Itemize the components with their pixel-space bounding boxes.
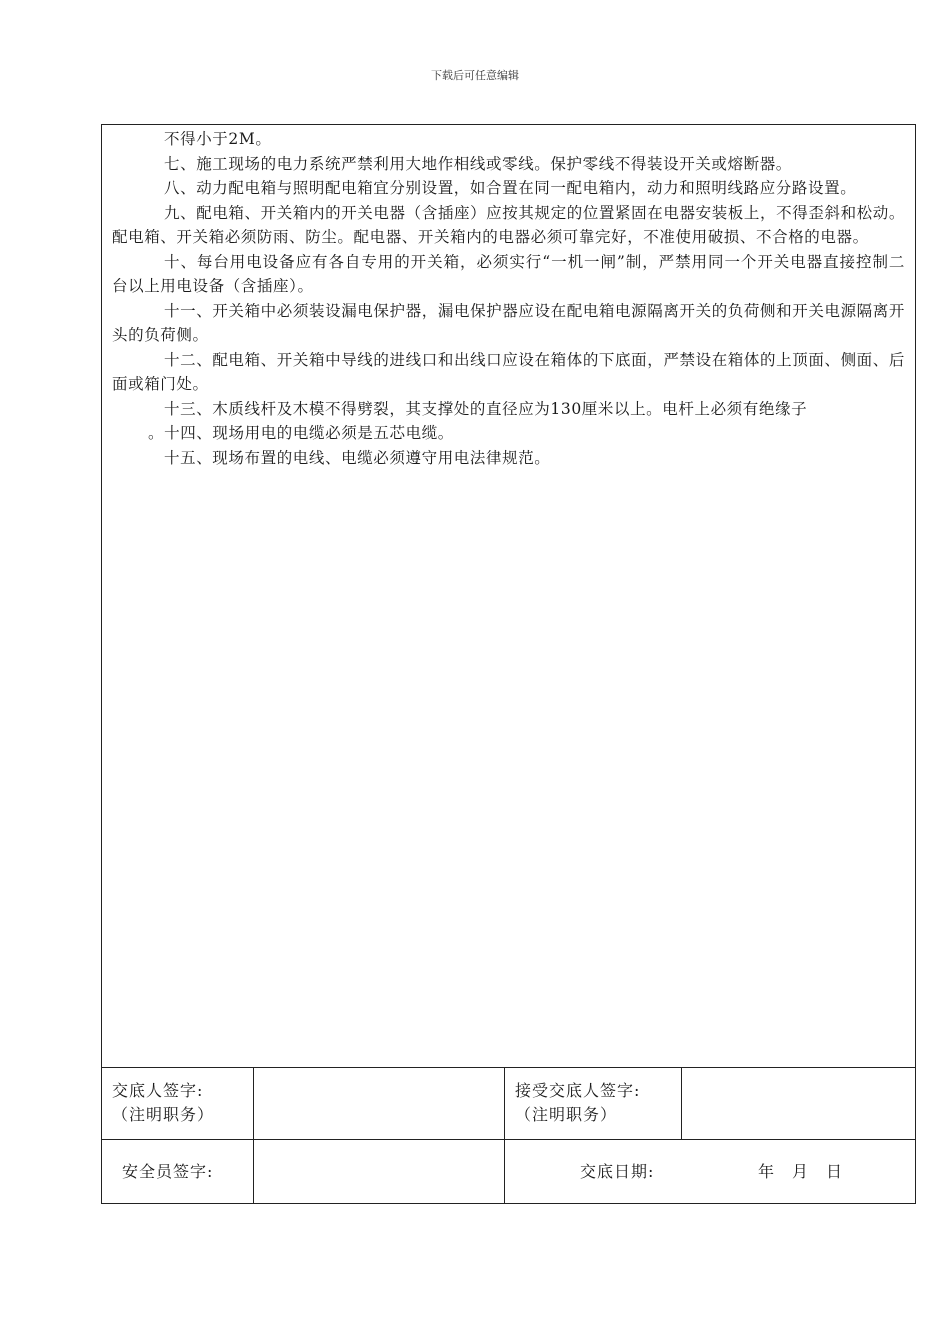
column-divider bbox=[504, 1067, 505, 1204]
paragraph-item: 九、配电箱、开关箱内的开关电器（含插座）应按其规定的位置紧固在电器安装板上，不得歪斜和松动。配电箱、开关箱必须防雨、防尘。配电器、开关箱内的电器必须可靠完好，不准使用破损、不合格的电器。 bbox=[112, 203, 905, 246]
date-year-label: 年 bbox=[758, 1162, 776, 1181]
paragraph-item: 八、动力配电箱与照明配电箱宜分别设置，如合置在同一配电箱内，动力和照明线路应分路设置。 bbox=[164, 179, 857, 197]
paragraph-item: 。十四、现场用电的电缆必须是五芯电缆。 bbox=[148, 424, 454, 442]
disclosure-form bbox=[101, 124, 916, 1204]
safety-officer-label: 安全员签字: bbox=[122, 1162, 214, 1181]
discloser-signature-label: 交底人签字: （注明职务） bbox=[112, 1081, 215, 1124]
paragraph-item: 十三、木质线杆及木模不得劈裂，其支撑处的直径应为130厘米以上。电杆上必须有绝缘子 bbox=[164, 399, 808, 418]
paragraph-item: 七、施工现场的电力系统严禁利用大地作相线或零线。保护零线不得装设开关或熔断器。 bbox=[164, 154, 792, 173]
table-middle-divider bbox=[102, 1139, 915, 1140]
paragraph-item: 不得小于2M。 bbox=[164, 130, 272, 148]
receiver-signature-label: 接受交底人签字: （注明职务） bbox=[515, 1081, 641, 1124]
paragraph-item: 十一、开关箱中必须装设漏电保护器，漏电保护器应设在配电箱电源隔离开关的负荷侧和开关电源隔离开头的负荷侧。 bbox=[112, 301, 905, 344]
content-area bbox=[102, 125, 915, 1067]
paragraph-item: 十五、现场布置的电线、电缆必须遵守用电法律规范。 bbox=[164, 448, 551, 467]
safety-officer-signature-field[interactable] bbox=[254, 1140, 504, 1204]
paragraph-item: 十二、配电箱、开关箱中导线的进线口和出线口应设在箱体的下底面，严禁设在箱体的上顶面、侧面、后面或箱门处。 bbox=[112, 350, 905, 393]
paragraph-item: 十、每台用电设备应有各自专用的开关箱，必须实行“一机一闸”制，严禁用同一个开关电器直接控制二台以上用电设备（含插座）。 bbox=[112, 252, 905, 295]
disclosure-date-label: 交底日期: bbox=[580, 1162, 655, 1181]
discloser-signature-field[interactable] bbox=[254, 1068, 504, 1139]
date-month-label: 月 bbox=[792, 1162, 810, 1181]
date-day-label: 日 bbox=[826, 1162, 844, 1181]
page-header-note: 下载后可任意编辑 bbox=[431, 69, 519, 82]
receiver-signature-field[interactable] bbox=[682, 1068, 915, 1139]
